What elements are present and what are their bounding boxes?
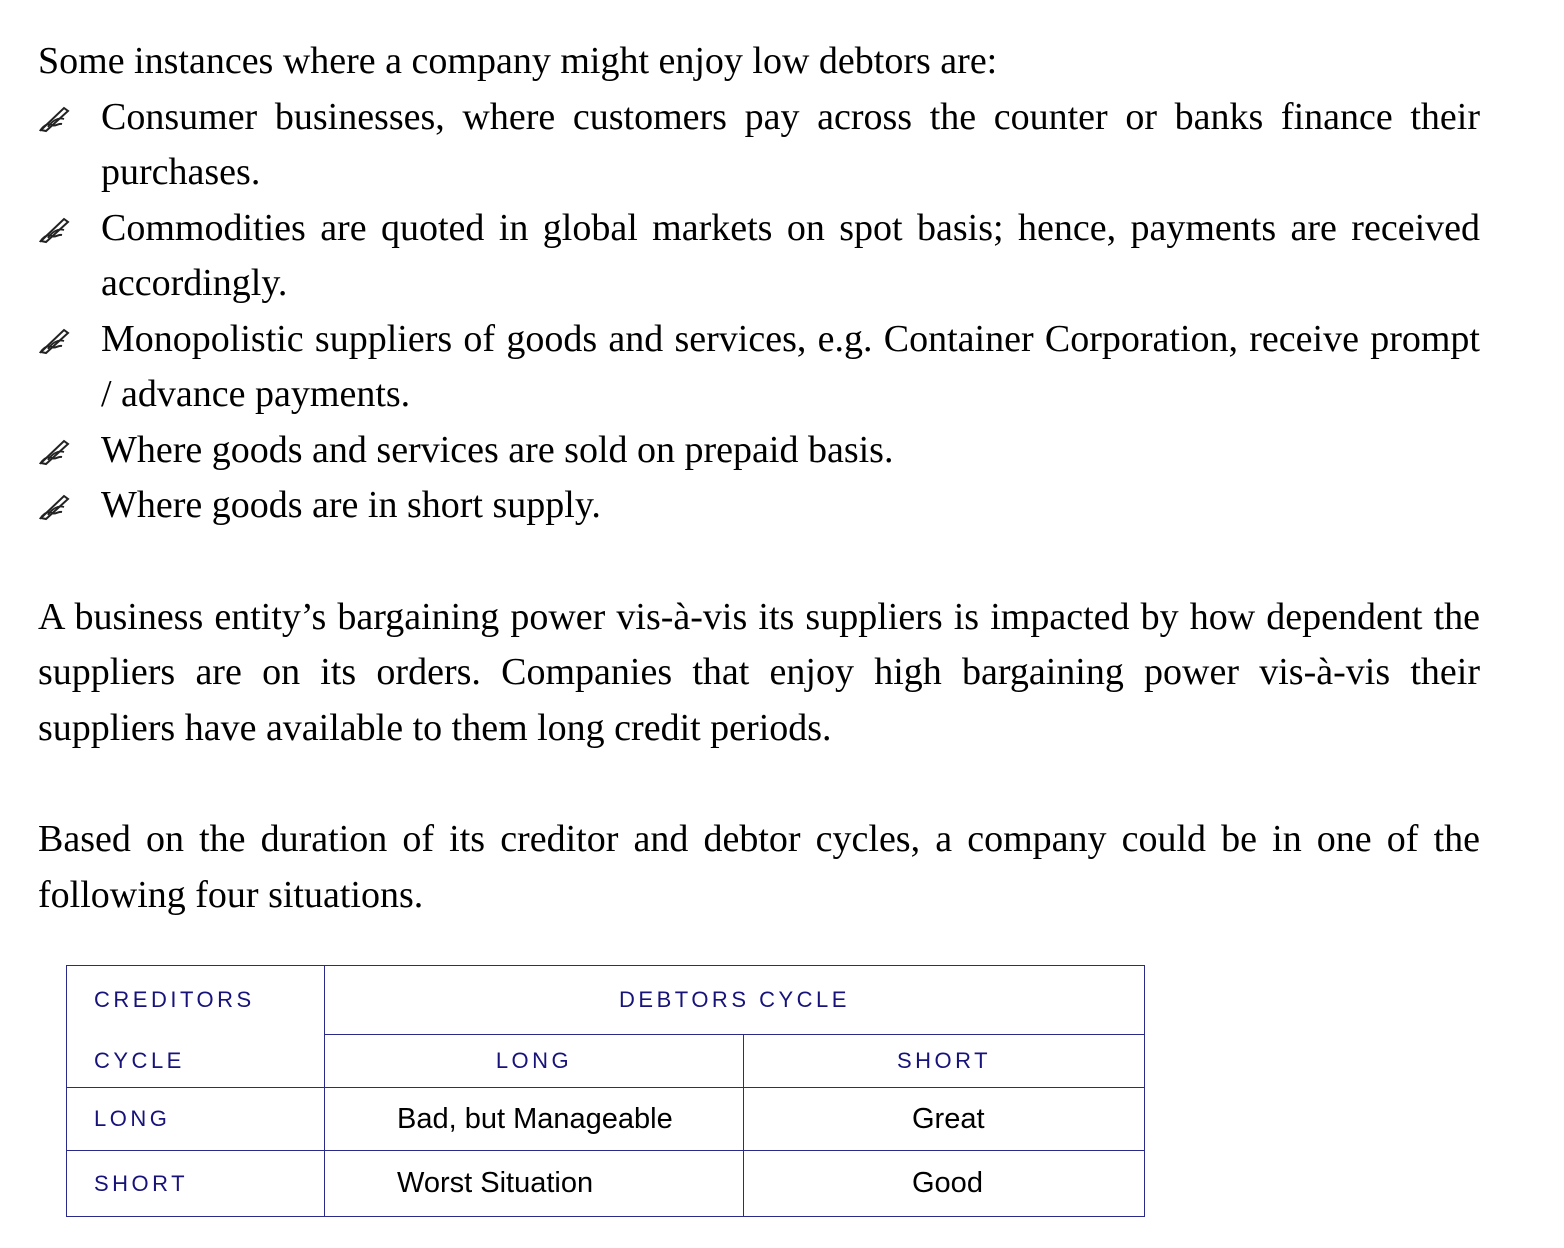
bullet-item <box>38 90 1480 201</box>
cell-long-short: Great <box>744 1088 1145 1151</box>
col-header-long: LONG <box>325 1035 744 1088</box>
table-row <box>67 1088 1145 1151</box>
bullet-item <box>38 423 1480 479</box>
writing-hand-icon <box>38 491 72 521</box>
bullet-item <box>38 312 1480 423</box>
intro-text: Some instances where a company might enjoy low debtors are: <box>38 40 998 82</box>
cell-short-short: Good <box>744 1151 1145 1217</box>
bullet-item <box>38 478 1480 534</box>
cell-long-long: Bad, but Manageable <box>325 1088 744 1151</box>
cell-short-long: Worst Situation <box>325 1151 744 1217</box>
bullet-list <box>38 90 1480 534</box>
paragraph-four-situations: Based on the duration of its creditor and debtor cycles, a company could be in one of the following four situations. <box>38 818 1480 916</box>
writing-hand-icon <box>38 103 72 133</box>
writing-hand-icon <box>38 436 72 466</box>
bullet-text: Monopolistic suppliers of goods and services, e.g. Container Corporation, receive prompt / advance payments. <box>101 317 1480 415</box>
corner-header-creditors: CREDITORS <box>67 966 325 1035</box>
writing-hand-icon <box>38 325 72 355</box>
row-header-long: LONG <box>67 1088 325 1151</box>
paragraph-bargaining-power: A business entity’s bargaining power vis-à-vis its suppliers is impacted by how dependent the suppliers are on its orders. Companies that enjoy high bargaining power vis-à-vis their suppliers have available to them long credit periods. <box>38 595 1480 749</box>
table-row <box>67 1151 1145 1217</box>
bullet-text: Where goods are in short supply. <box>101 484 601 526</box>
bullet-item <box>38 201 1480 312</box>
document-body <box>38 34 1480 923</box>
bullet-text: Commodities are quoted in global markets on spot basis; hence, payments are received accordingly. <box>101 206 1480 304</box>
debtors-cycle-header: DEBTORS CYCLE <box>325 966 1145 1035</box>
row-header-short: SHORT <box>67 1151 325 1217</box>
cycle-matrix-table <box>66 965 1145 1217</box>
table-row <box>67 1035 1145 1088</box>
writing-hand-icon <box>38 214 72 244</box>
bullet-text: Consumer businesses, where customers pay across the counter or banks finance their purchases. <box>101 95 1480 193</box>
col-header-short: SHORT <box>744 1035 1145 1088</box>
bullet-text: Where goods and services are sold on prepaid basis. <box>101 428 894 471</box>
corner-header-cycle: CYCLE <box>67 1035 325 1088</box>
table-row <box>67 966 1145 1035</box>
